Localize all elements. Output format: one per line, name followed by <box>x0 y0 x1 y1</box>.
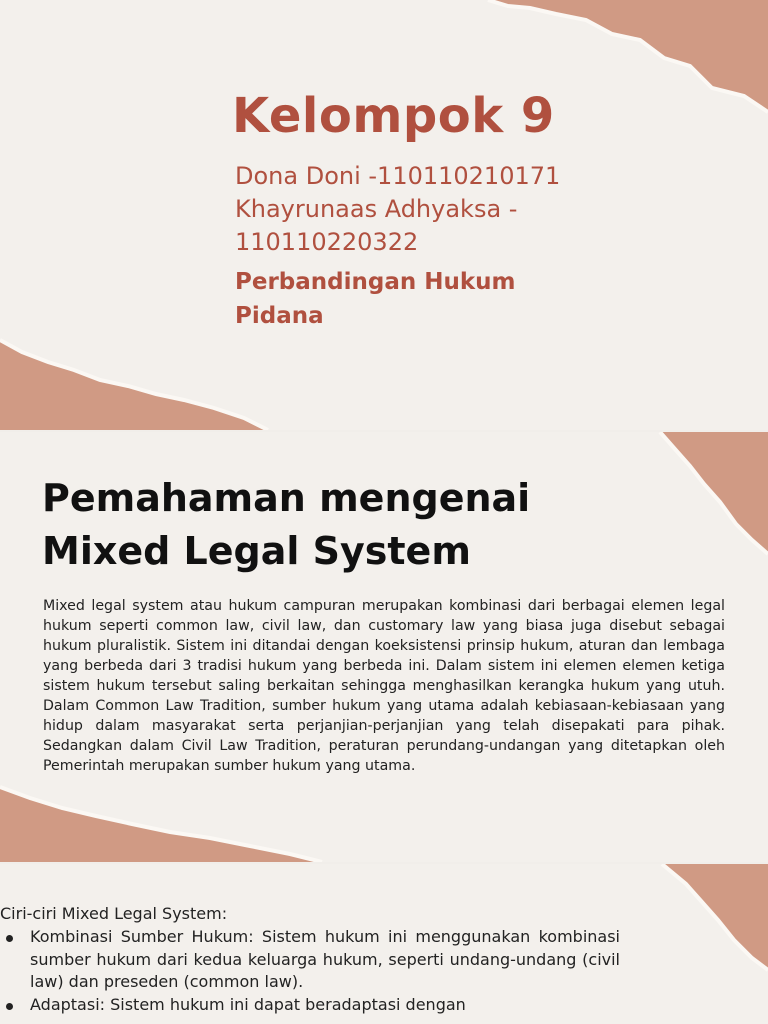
feature-list <box>30 926 620 1016</box>
list-item-text: Adaptasi: Sistem hukum ini dapat beradaptasi dengan <box>30 994 466 1014</box>
section-body: Mixed legal system atau hukum campuran merupakan kombinasi dari berbagai elemen legal hukum seperti common law, civil law, dan customary law yang biasa juga disebut sebagai hukum pluralistik. Sistem ini ditandai dengan koeksistensi prinsip hukum, aturan dan lembaga yang berbeda dari 3 tradisi hukum yang berbeda ini. Dalam sistem ini elemen elemen ketiga sistem hukum tersebut saling berkaitan sehingga menghasilkan kerangka hukum yang utuh. Dalam Common Law Tradition, sumber hukum yang utama adalah kebiasaan-kebiasaan yang hidup dalam masyarakat serta perjanjian-perjanjian yang telah disepakati para pihak. Sedangkan dalam Civil Law Tradition, peraturan perundang-undangan yang ditetapkan oleh Pemerintah merupakan sumber hukum yang utama. <box>43 598 725 774</box>
list-slide <box>0 864 768 1024</box>
bullet-icon <box>6 1003 13 1010</box>
list-title: Ciri-ciri Mixed Legal System: <box>0 904 228 923</box>
topic-title: Perbandingan Hukum Pidana <box>235 269 516 329</box>
list-item <box>30 926 620 994</box>
list-item-text: Kombinasi Sumber Hukum: Sistem hukum ini menggunakan kombinasi sumber hukum dari kedua keluarga hukum, seperti undang-undang (civil law) dan preseden (common law). <box>30 927 620 991</box>
list-item <box>30 994 620 1017</box>
content-slide <box>0 432 768 862</box>
bullet-icon <box>6 935 13 942</box>
member-name: Dona Doni -110110210171 <box>235 162 561 190</box>
member-name: Khayrunaas Adhyaksa - 110110220322 <box>235 195 518 256</box>
group-title: Kelompok 9 <box>232 88 555 144</box>
title-slide <box>0 0 768 430</box>
section-heading: Pemahaman mengenai Mixed Legal System <box>42 476 531 573</box>
